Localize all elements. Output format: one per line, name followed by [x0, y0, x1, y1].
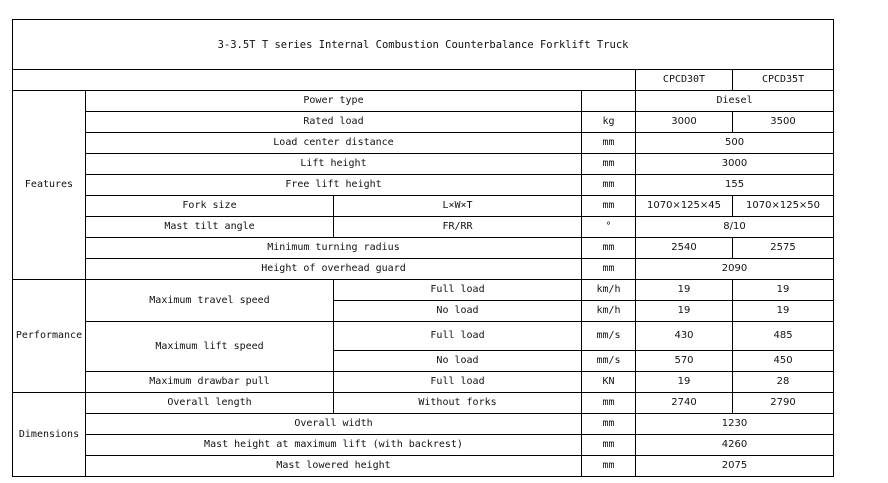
spec-subname: Without forks	[334, 393, 582, 414]
table-row	[13, 175, 834, 196]
table-row	[13, 414, 834, 435]
spec-name: Height of overhead guard	[86, 259, 582, 280]
spec-value-cpcd30t: 570	[636, 351, 733, 372]
table-row	[13, 154, 834, 175]
section-dimensions: Dimensions	[13, 393, 86, 477]
table-row	[13, 112, 834, 133]
spec-name: Overall width	[86, 414, 582, 435]
spec-value-cpcd30t: 19	[636, 280, 733, 301]
model-cpcd30t: CPCD30T	[636, 70, 733, 91]
spec-unit: mm/s	[582, 351, 636, 372]
table-row	[13, 280, 834, 301]
spec-unit: mm	[582, 393, 636, 414]
spec-unit: °	[582, 217, 636, 238]
spec-value-cpcd35t: 3500	[733, 112, 834, 133]
spec-condition: No load	[334, 351, 582, 372]
spec-subname: FR/RR	[334, 217, 582, 238]
spec-name: Maximum travel speed	[86, 280, 334, 322]
spec-value-cpcd35t: 19	[733, 280, 834, 301]
spec-name: Mast lowered height	[86, 456, 582, 477]
spec-unit: mm	[582, 456, 636, 477]
spec-condition: No load	[334, 301, 582, 322]
spec-value: 500	[636, 133, 834, 154]
spec-value: 4260	[636, 435, 834, 456]
spec-value-cpcd35t: 485	[733, 322, 834, 351]
table-title: 3-3.5T T series Internal Combustion Counterbalance Forklift Truck	[13, 20, 834, 70]
spec-name: Rated load	[86, 112, 582, 133]
spec-subname: L×W×T	[334, 196, 582, 217]
spec-value: Diesel	[636, 91, 834, 112]
table-row	[13, 133, 834, 154]
spec-unit: km/h	[582, 280, 636, 301]
spec-unit: mm	[582, 259, 636, 280]
spec-name: Load center distance	[86, 133, 582, 154]
table-row	[13, 196, 834, 217]
spec-value: 8/10	[636, 217, 834, 238]
table-row	[13, 322, 834, 351]
spec-name: Power type	[86, 91, 582, 112]
spec-unit: mm	[582, 435, 636, 456]
table-row	[13, 456, 834, 477]
table-row	[13, 238, 834, 259]
spec-value-cpcd30t: 1070×125×45	[636, 196, 733, 217]
spec-value-cpcd30t: 19	[636, 301, 733, 322]
spec-value-cpcd30t: 19	[636, 372, 733, 393]
spec-value-cpcd35t: 28	[733, 372, 834, 393]
spec-unit: mm	[582, 414, 636, 435]
spec-value-cpcd35t: 450	[733, 351, 834, 372]
section-performance: Performance	[13, 280, 86, 393]
spec-value: 2075	[636, 456, 834, 477]
spec-unit: kg	[582, 112, 636, 133]
spec-value-cpcd30t: 3000	[636, 112, 733, 133]
spec-value-cpcd30t: 2540	[636, 238, 733, 259]
spec-name: Lift height	[86, 154, 582, 175]
spec-unit: mm/s	[582, 322, 636, 351]
spec-value: 3000	[636, 154, 834, 175]
spec-unit: mm	[582, 175, 636, 196]
spec-unit	[582, 91, 636, 112]
spec-name: Minimum turning radius	[86, 238, 582, 259]
spec-name: Maximum drawbar pull	[86, 372, 334, 393]
section-features: Features	[13, 91, 86, 280]
spec-unit: mm	[582, 238, 636, 259]
spec-unit: mm	[582, 196, 636, 217]
spec-value-cpcd35t: 2790	[733, 393, 834, 414]
spec-condition: Full load	[334, 280, 582, 301]
spec-value-cpcd35t: 1070×125×50	[733, 196, 834, 217]
spec-name: Mast height at maximum lift (with backrest)	[86, 435, 582, 456]
spec-unit: km/h	[582, 301, 636, 322]
table-row	[13, 217, 834, 238]
spec-name: Maximum lift speed	[86, 322, 334, 372]
spec-value: 2090	[636, 259, 834, 280]
spec-value-cpcd30t: 2740	[636, 393, 733, 414]
spec-name: Mast tilt angle	[86, 217, 334, 238]
model-cpcd35t: CPCD35T	[733, 70, 834, 91]
table-row	[13, 372, 834, 393]
spec-value-cpcd35t: 2575	[733, 238, 834, 259]
spec-unit: KN	[582, 372, 636, 393]
spec-name: Overall length	[86, 393, 334, 414]
spec-condition: Full load	[334, 372, 582, 393]
table-row	[13, 393, 834, 414]
spec-name: Fork size	[86, 196, 334, 217]
spec-unit: mm	[582, 154, 636, 175]
spec-unit: mm	[582, 133, 636, 154]
table-row	[13, 435, 834, 456]
header-spacer	[13, 70, 636, 91]
spec-condition: Full load	[334, 322, 582, 351]
table-row	[13, 259, 834, 280]
spec-value-cpcd30t: 430	[636, 322, 733, 351]
model-header-row	[13, 70, 834, 91]
spec-table	[12, 19, 834, 477]
spec-value-cpcd35t: 19	[733, 301, 834, 322]
spec-value: 1230	[636, 414, 834, 435]
spec-value: 155	[636, 175, 834, 196]
spec-name: Free lift height	[86, 175, 582, 196]
table-row	[13, 91, 834, 112]
title-row	[13, 20, 834, 70]
